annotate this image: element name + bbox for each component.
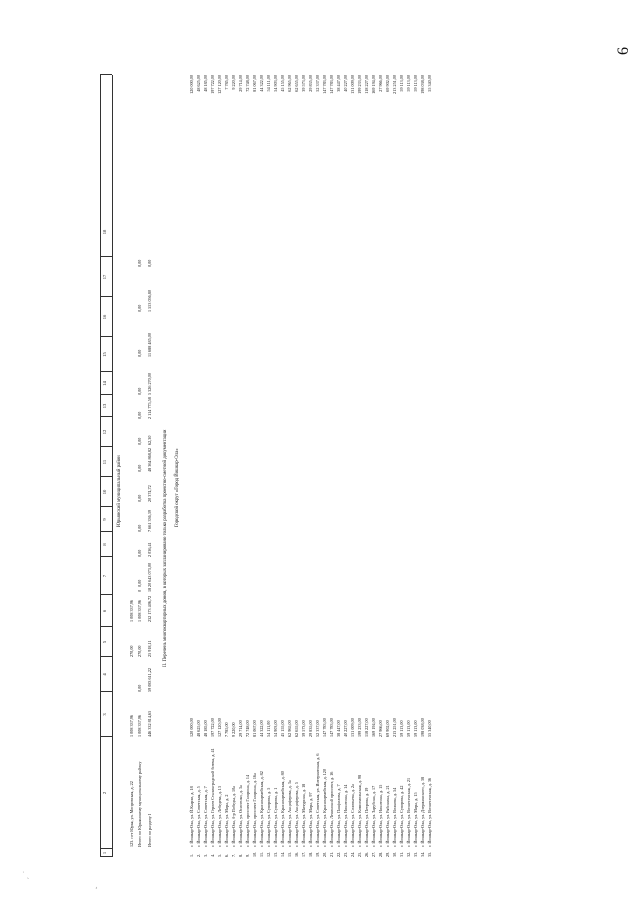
row-number: 20. [322, 851, 327, 857]
row-number: 29. [385, 851, 390, 857]
row-number: 15. [287, 851, 292, 857]
row-total: 131 009,00 [350, 75, 355, 94]
row-address: г. Йошкар-Ола, ул. Советская, ул. Интернатская, д. 6 [315, 753, 320, 847]
row-number: 14. [280, 851, 285, 857]
row-total: 62 965,00 [287, 75, 292, 92]
row-address: г. Йошкар-Ола, ул. Й.Кырли, д. 18 [189, 786, 194, 847]
column-number: 11 [102, 459, 107, 465]
row-cost: 69 902,00 [385, 720, 390, 737]
column-number: 16 [102, 314, 107, 320]
row-cost: 48 185,00 [203, 720, 208, 737]
row-cost: 131 009,00 [350, 718, 355, 737]
row-address: г. Йошкар-Ола, ул. Мира, д. 97 [308, 792, 313, 847]
row-total: 29 835,00 [308, 75, 313, 92]
summary-row-value: 0,00 [137, 349, 142, 357]
row-number: 23. [343, 851, 348, 857]
column-separator [100, 416, 112, 417]
column-separator [100, 626, 112, 627]
column-number: 9 [102, 518, 107, 521]
summary-row-label: Итого по разделу I [147, 813, 152, 847]
row-address: г. Йошкар-Ола, ул. Красноармейская, д. 120 [322, 769, 327, 847]
section-title: Юрьянский муниципальный район [117, 455, 122, 527]
summary-row-value: 62,30 [147, 435, 152, 445]
summary-row-value: 0,00 [137, 684, 142, 692]
column-separator [100, 394, 112, 395]
row-cost: 29 835,00 [308, 720, 313, 737]
row-address: г. Йошкар-Ола, ул. Суворова, д. 1 [273, 787, 278, 847]
row-address: г. Йошкар-Ола, ул. Волкова, д. 54 [392, 787, 397, 847]
row-cost: 45 155,00 [280, 720, 285, 737]
row-total: 55 340,00 [427, 75, 432, 92]
column-separator [100, 256, 112, 257]
row-number: 27. [371, 851, 376, 857]
column-number: 17 [102, 274, 107, 280]
summary-row-value: 0,00 [137, 259, 142, 267]
row-cost: 198 038,00 [420, 718, 425, 737]
summary-row-value: 7 661 336,39 [147, 510, 152, 532]
row-address: г. Йошкар-Ола, ул. Никитина, д. 14 [343, 784, 348, 847]
row-number: 4. [210, 853, 215, 857]
row-cost: 54 903,00 [273, 720, 278, 737]
row-cost: 62 655,00 [294, 720, 299, 737]
scan-speck: ˙ ˎ [22, 870, 30, 879]
row-address: г. Йошкар-Ола, ул. Мира, д. 15 [413, 792, 418, 847]
row-address: г. Йошкар-Ола, ул. Петрова, д. 19 [364, 787, 369, 847]
row-address: г. Йошкар-Ола, ул. Комсомольская, д. 98 [357, 774, 362, 847]
summary-row-value: 1 008 337,96 [129, 600, 134, 622]
column-separator [100, 336, 112, 337]
row-cost: 44 322,00 [259, 720, 264, 737]
row-number: 24. [350, 851, 355, 857]
column-number: 13 [102, 403, 107, 409]
row-number: 3. [203, 853, 208, 857]
row-cost: 39 573,00 [301, 720, 306, 737]
row-total: 48 185,00 [203, 75, 208, 92]
row-number: 35. [427, 851, 432, 857]
row-number: 17. [301, 851, 306, 857]
column-separator [100, 556, 112, 557]
column-number: 6 [102, 609, 107, 613]
row-address: г. Йошкар-Ола, ул. Анциферова, д. 5 [294, 782, 299, 847]
row-total: 59 113,00 [413, 75, 418, 92]
column-number: 2 [102, 791, 107, 795]
row-address: г. Йошкар-Ола, ул. Мира, д. 2 [224, 794, 229, 847]
row-total: 118 227,00 [364, 75, 369, 94]
column-number: 14 [102, 381, 107, 386]
row-address: г. Йошкар-Ола, ул. Суворова, д. 5 [266, 787, 271, 847]
row-address: г. Йошкар-Ола, ул. Анциферова, д. 3а [287, 780, 292, 847]
row-number: 22. [336, 851, 341, 857]
row-cost: 127 120,00 [217, 718, 222, 737]
row-cost: 72 748,00 [245, 720, 250, 737]
row-total: 213 251,00 [392, 75, 397, 94]
summary-row-value: 0,00 [137, 464, 142, 472]
row-cost: 81 067,00 [252, 720, 257, 737]
row-number: 18. [308, 851, 313, 857]
row-number: 32. [406, 851, 411, 857]
row-address: г. Йошкар-Ола, ул. Осипенко, д. 3а [238, 785, 243, 847]
summary-row-value: 0,00 [137, 579, 142, 587]
row-cost: 147 783,00 [329, 718, 334, 737]
column-separator [100, 446, 112, 447]
column-separator [100, 656, 112, 657]
column-number: 4 [102, 673, 107, 676]
summary-row-value: 232 173 406,72 [147, 595, 152, 622]
row-number: 33. [413, 851, 418, 857]
row-cost: 62 965,00 [287, 720, 292, 737]
summary-row-value: 2 114 775,58 [147, 397, 152, 419]
column-separator [100, 74, 112, 75]
row-total: 29 714,00 [238, 75, 243, 92]
row-address: г. Йошкар-Ола, ул. Рябинина, д. 21 [385, 785, 390, 847]
row-total: 69 902,00 [385, 75, 390, 92]
row-address: г. Йошкар-Ола, проспект Гагарина, д. 14 [245, 774, 250, 847]
row-number: 30. [392, 851, 397, 857]
scan-speck: ¸ [95, 880, 98, 889]
row-address: г. Йошкар-Ола, ул. Никитина, д. 15 [378, 784, 383, 847]
column-separator [100, 691, 112, 692]
row-address: г. Йошкар-Ола, б-р Победы, д. 10а [231, 785, 236, 847]
summary-row-value: 0,00 [137, 411, 142, 419]
row-total: 45 155,00 [280, 75, 285, 92]
row-number: 5. [217, 853, 222, 857]
column-number: 12 [102, 429, 107, 435]
row-number: 31. [399, 851, 404, 857]
summary-row-value: 5 326 270,00 [147, 373, 152, 395]
row-number: 7. [231, 853, 236, 857]
row-total: 199 233,00 [357, 75, 362, 94]
row-address: г. Йошкар-Ола, ул. Суворова, д. 42 [399, 785, 404, 847]
row-number: 28. [378, 851, 383, 857]
row-address: г. Йошкар-Ола, ул. Зарубина, д. 17 [371, 785, 376, 847]
rotated-table [100, 57, 640, 857]
row-number: 26. [364, 851, 369, 857]
page-number: 6 [615, 47, 632, 55]
row-total: 40 227,00 [343, 75, 348, 92]
row-total: 72 748,00 [245, 75, 250, 92]
row-address: г. Йошкар-Ола, ул. Мичурина, д. 18 [301, 783, 306, 847]
summary-row-value: 59 083 611,22 [147, 668, 152, 692]
row-address: г. Йошкар-Ола, ул. Соловьева, д. 2а [350, 784, 355, 847]
summary-row-value: 2 036,41 [147, 542, 152, 557]
row-address: г. Йошкар-Ола, ул. Дзержинского, д. 38 [420, 776, 425, 847]
row-total: 27 966,00 [378, 75, 383, 92]
row-number: 12. [266, 851, 271, 857]
row-cost: 59 113,00 [413, 720, 418, 737]
summary-row-value: 1 008 337,96 [137, 715, 142, 737]
column-number: 15 [102, 352, 107, 357]
row-total: 147 783,00 [329, 75, 334, 94]
row-number: 34. [420, 851, 425, 857]
summary-row-value: 11 688 485,00 [147, 333, 152, 357]
row-address: г. Йошкар-Ола, ул. Вознесенская, д. 21 [406, 777, 411, 847]
summary-row-value: 20 374,72 [147, 485, 152, 502]
summary-row-value: 0,00 [137, 494, 142, 502]
row-total: 39 573,00 [301, 75, 306, 92]
row-total: 62 655,00 [294, 75, 299, 92]
row-cost: 120 000,00 [189, 718, 194, 737]
column-separator [100, 531, 112, 532]
row-total: 52 337,00 [315, 75, 320, 92]
row-address: г. Йошкар-Ола, ул. Героев Сталинградской битвы, д. 41 [210, 748, 215, 847]
summary-row-value: 0,00 [137, 387, 142, 395]
row-total: 198 038,00 [420, 75, 425, 94]
summary-row-value: 1 553 056,80 [147, 290, 152, 312]
row-address: г. Йошкар-Ола, ул. Советская, д. 7 [203, 786, 208, 847]
row-address: г. Йошкар-Ола, ул. Советская, д. 5 [196, 786, 201, 847]
row-cost: 52 337,00 [315, 720, 320, 737]
row-total: 59 113,00 [406, 75, 411, 92]
row-total: 169 194,00 [371, 75, 376, 94]
header-top-line [100, 75, 101, 857]
row-address: г. Йошкар-Ола, Ленинский проспект, д. 16 [329, 771, 334, 847]
row-cost: 27 966,00 [378, 720, 383, 737]
row-total: 44 322,00 [259, 75, 264, 92]
row-cost: 9 220,00 [231, 722, 236, 737]
row-number: 13. [273, 851, 278, 857]
row-number: 9. [245, 853, 250, 857]
row-total: 7 785,00 [224, 75, 229, 90]
row-total: 59 113,00 [399, 75, 404, 92]
column-number: 7 [102, 574, 107, 578]
house-row [428, 57, 436, 857]
summary-row-value: 446 332 814,65 [147, 710, 152, 737]
row-cost: 59 113,00 [399, 720, 404, 737]
row-address: г. Йошкар-Ола, проспект Гагарина, д. 16а [252, 773, 257, 847]
column-number: 10 [102, 489, 107, 495]
column-number: 8 [102, 543, 107, 546]
summary-row-value: 270,00 [137, 645, 142, 657]
row-total: 9 220,00 [231, 75, 236, 90]
row-total: 38 447,00 [336, 75, 341, 92]
subsection-title: Городской округ «Город Йошкар-Ола» [175, 448, 180, 527]
row-cost: 38 447,00 [336, 720, 341, 737]
column-separator [100, 848, 112, 849]
summary-row-value: 20 643 073,00 [147, 562, 152, 587]
row-total: 48 625,00 [196, 75, 201, 92]
summary-row-value: 18 [147, 587, 152, 592]
row-number: 11. [259, 851, 264, 857]
row-address: г. Йошкар-Ола, ул. Красноармейская, д. 82 [259, 771, 264, 847]
row-number: 10. [252, 851, 257, 857]
row-total: 54 903,00 [273, 75, 278, 92]
row-number: 1. [189, 853, 194, 857]
row-address: г. Йошкар-Ола, ул. Вознесенская, д. 36 [427, 777, 432, 847]
row-total: 127 120,00 [217, 75, 222, 94]
column-separator [100, 476, 112, 477]
row-address: г. Йошкар-Ола, ул. Панфилова, д. 7 [336, 784, 341, 847]
summary-row-value: 25 918,11 [147, 640, 152, 657]
row-total: 81 067,00 [252, 75, 257, 92]
row-cost: 59 113,00 [406, 720, 411, 737]
column-separator [100, 371, 112, 372]
header-bottom-line [112, 75, 113, 857]
row-number: 2. [196, 853, 201, 857]
row-number: 25. [357, 851, 362, 857]
column-number: 5 [102, 640, 107, 644]
summary-row-value: 1 008 337,96 [137, 600, 142, 622]
row-number: 6. [224, 853, 229, 857]
row-cost: 54 111,00 [266, 720, 271, 737]
row-address: г. Йошкар-Ола, ул. Красноармейская, д. 80 [280, 771, 285, 847]
row-cost: 55 340,00 [427, 720, 432, 737]
row-number: 16. [294, 851, 299, 857]
summary-row-value: 0,00 [137, 304, 142, 312]
summary-row-value: 0 [137, 589, 142, 592]
row-cost: 118 227,00 [364, 718, 369, 737]
summary-row-value: 0,00 [137, 437, 142, 445]
summary-row-label: 123. пгт Юрья, ул. Мопровская, д. 22 [129, 781, 134, 847]
summary-row-value: 0,00 [137, 549, 142, 557]
row-cost: 40 227,00 [343, 720, 348, 737]
row-address: г. Йошкар-Ола, ул. Лебедева, д. 13 [217, 786, 222, 847]
row-total: 147 783,00 [322, 75, 327, 94]
column-separator [100, 296, 112, 297]
summary-row-value: 0,00 [147, 259, 152, 267]
row-cost: 147 783,00 [322, 718, 327, 737]
section2-title: II. Перечень многоквартирных домов, в которых запланировано только разработка проектно-сметной документации [163, 429, 168, 667]
row-cost: 199 233,00 [357, 718, 362, 737]
row-cost: 48 625,00 [196, 720, 201, 737]
row-cost: 7 785,00 [224, 722, 229, 737]
summary-row-label: Итого по Юрьянскому муниципальному району [137, 761, 142, 847]
column-number: 3 [102, 713, 107, 716]
column-separator [100, 736, 112, 737]
row-number: 8. [238, 853, 243, 857]
summary-row-value: 48 364 868,82 [147, 447, 152, 472]
column-separator [100, 506, 112, 507]
summary-row-value: 1 008 337,96 [129, 715, 134, 737]
row-cost: 29 714,00 [238, 720, 243, 737]
column-number: 18 [102, 229, 107, 235]
row-cost: 169 194,00 [371, 718, 376, 737]
row-cost: 197 722,00 [210, 718, 215, 737]
row-total: 197 722,00 [210, 75, 215, 94]
row-total: 120 000,00 [189, 75, 194, 94]
row-number: 19. [315, 851, 320, 857]
column-number: 1 [102, 851, 107, 855]
column-separator [100, 594, 112, 595]
row-cost: 213 251,00 [392, 718, 397, 737]
summary-row-value: 0,00 [137, 524, 142, 532]
row-number: 21. [329, 851, 334, 857]
summary-row-value: 270,00 [129, 645, 134, 657]
row-total: 54 111,00 [266, 75, 271, 92]
